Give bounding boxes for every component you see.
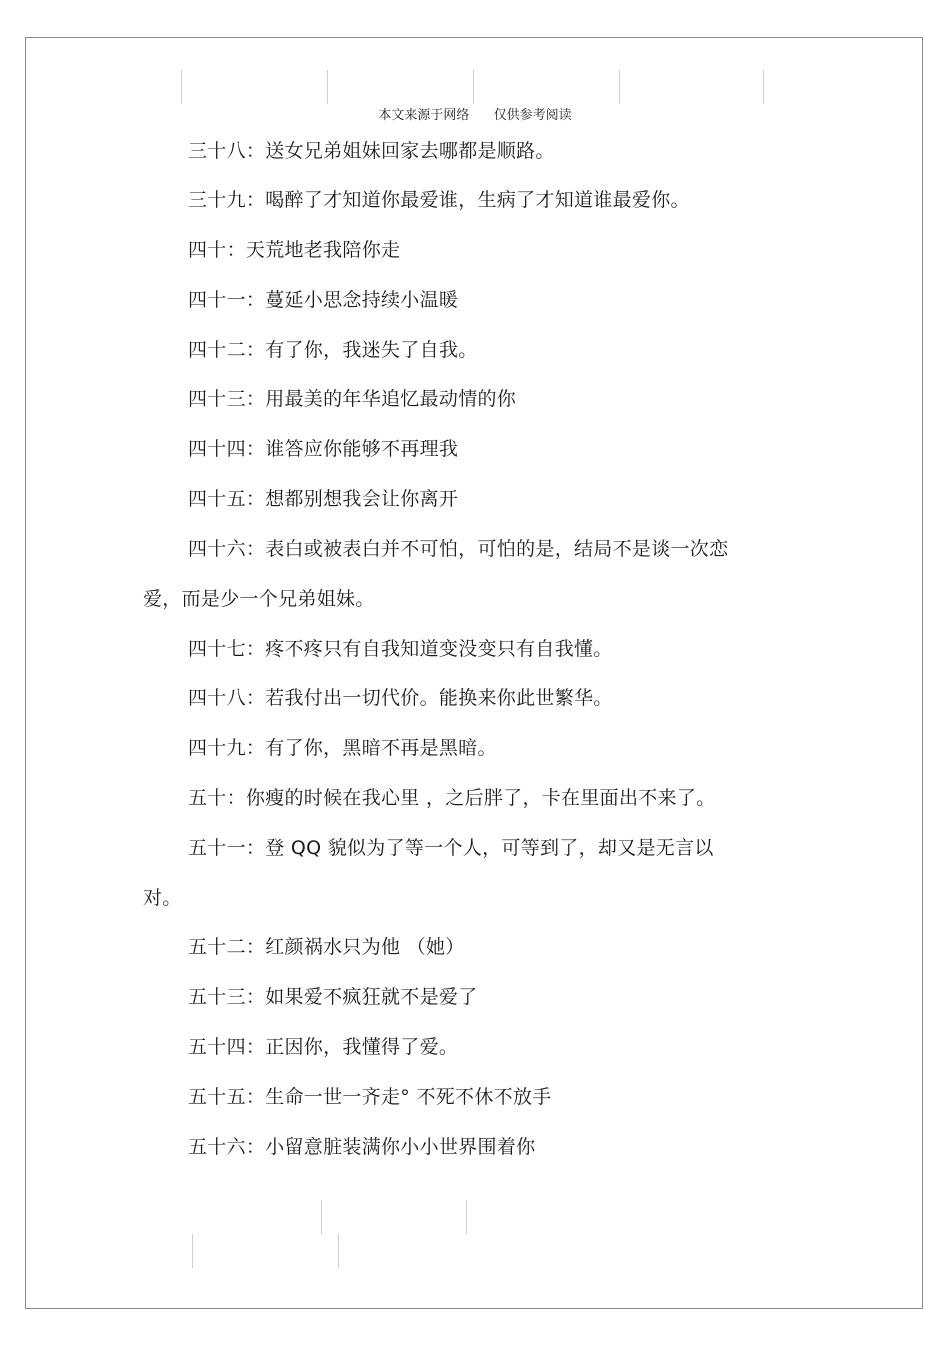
text-line: 四十三：用最美的年华追忆最动情的你 <box>188 388 517 410</box>
text-line: 五十：你瘦的时候在我心里 ，之后胖了，卡在里面出不来了。 <box>188 787 716 809</box>
text-line: 四十一：蔓延小思念持续小温暖 <box>188 289 459 311</box>
text-line: 四十二：有了你，我迷失了自我。 <box>188 339 478 361</box>
text-line: 四十八：若我付出一切代价。能换来你此世繁华。 <box>188 687 613 709</box>
text-line: 三十九：喝醉了才知道你最爱谁，生病了才知道谁最爱你。 <box>188 189 690 211</box>
text-line: 五十五：生命一世一齐走° 不死不休不放手 <box>188 1086 552 1108</box>
header-divider <box>473 70 474 104</box>
text-line: 四十六：表白或被表白并不可怕，可怕的是，结局不是谈一次恋 <box>188 538 729 560</box>
footer-divider <box>338 1234 339 1268</box>
reference-note: 仅供参考阅读 <box>493 108 572 123</box>
text-line: 五十三：如果爱不疯狂就不是爱了 <box>188 986 478 1008</box>
text-line: 对。 <box>143 887 182 909</box>
text-line: 五十四：正因你，我懂得了爱。 <box>188 1036 459 1058</box>
text-line: 四十五：想都别想我会让你离开 <box>188 488 459 510</box>
text-line: 五十六：小留意脏装满你小小世界围着你 <box>188 1136 536 1158</box>
header-divider <box>763 70 764 104</box>
footer-divider <box>192 1234 193 1268</box>
source-note: 本文来源于网络 <box>378 108 470 123</box>
text-line: 四十四：谁答应你能够不再理我 <box>188 438 459 460</box>
text-line: 五十一：登 QQ 貌似为了等一个人，可等到了，却又是无言以 <box>188 837 714 859</box>
page-border <box>25 37 923 1309</box>
footer-divider <box>321 1200 322 1234</box>
text-line: 四十九：有了你，黑暗不再是黑暗。 <box>188 737 497 759</box>
text-line: 四十七：疼不疼只有自我知道变没变只有自我懂。 <box>188 638 613 660</box>
header-divider <box>327 70 328 104</box>
page-header-note <box>0 104 950 123</box>
header-divider <box>181 70 182 104</box>
text-line: 四十：天荒地老我陪你走 <box>188 239 401 261</box>
header-divider <box>619 70 620 104</box>
footer-divider <box>466 1200 467 1234</box>
text-line: 三十八：送女兄弟姐妹回家去哪都是顺路。 <box>188 140 555 162</box>
text-line: 爱，而是少一个兄弟姐妹。 <box>143 588 375 610</box>
text-line: 五十二：红颜祸水只为他 （她） <box>188 936 465 958</box>
